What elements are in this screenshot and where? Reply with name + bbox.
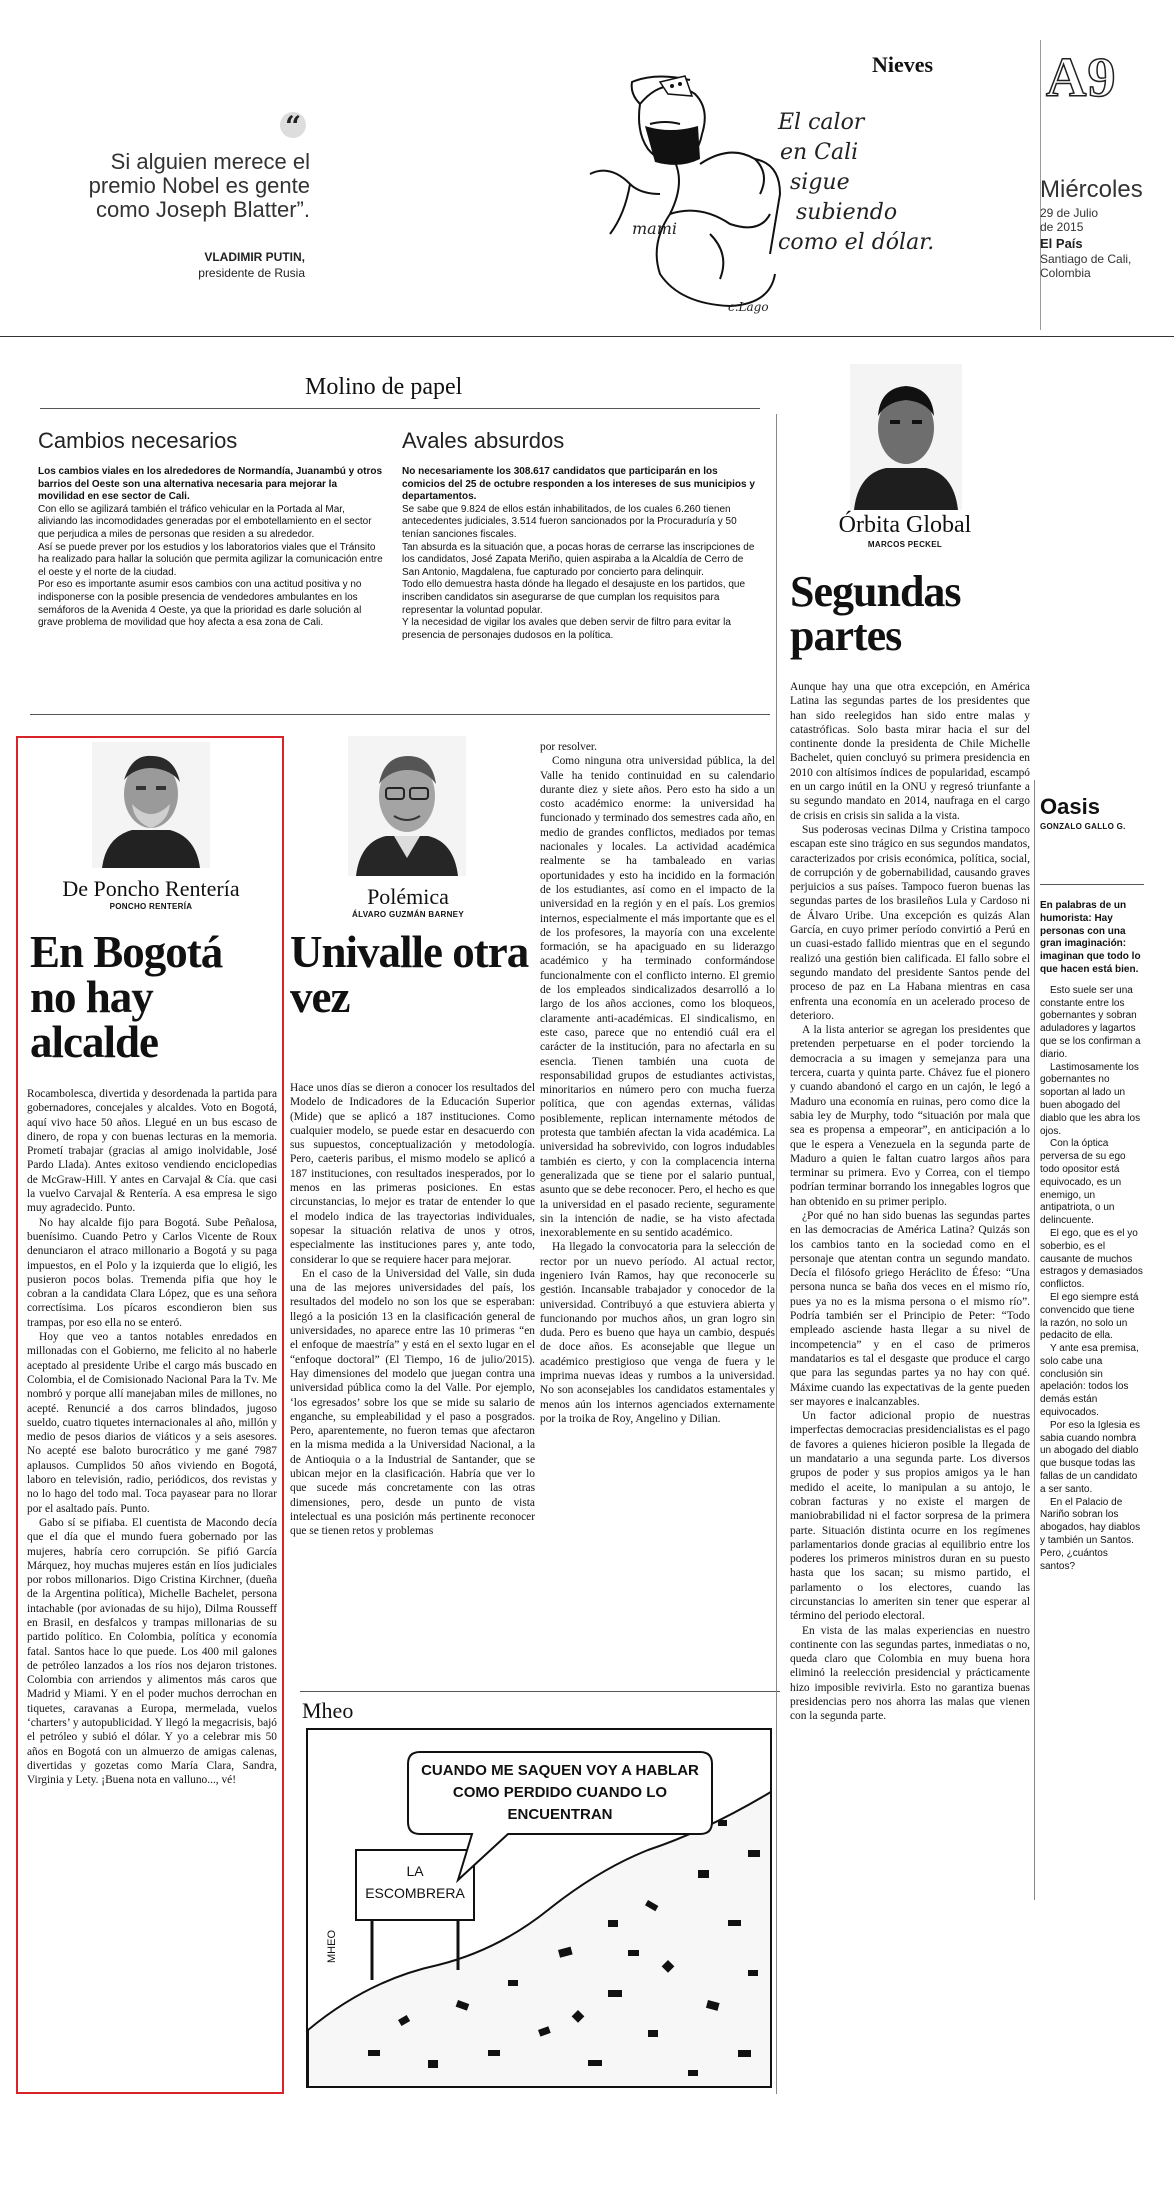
cartoon-title: Mheo: [302, 1698, 354, 1723]
page-number: A9: [1046, 47, 1117, 109]
oasis-lead: En palabras de un humorista: Hay personas con una gran imaginación: imaginan que todo lo que hacen está bien.: [1040, 900, 1141, 975]
article-body-polemica-cont: [540, 740, 775, 1426]
paragraph: ¿Por qué no han sido buenas las segundas partes en las democracias de América Latina? Quizás son los cambios tanto en la sociedad como en el personaje que atentan contra un segundo mandato. Decía el filósofo griego Heráclito de Éfeso: “Una persona nunca se baña dos veces en el mismo río, pues ya no es la misma persona o el mismo río”. Podría también ser el Principio de Peter: “Todo empleado asciende hasta llegar a su nivel de incompetencia” y en el caso de primeros mandatarios es tal el desgaste que produce el cargo que para las segundas partes ya no hay con qué. Máxime cuando las expectativas de la gente pueden ser mayores e inalcanzables.: [790, 1209, 1030, 1408]
paper-name: El País: [1040, 236, 1083, 251]
column-name-poncho: De Poncho Rentería: [62, 876, 240, 901]
headline-orbita: Segundas partes: [790, 567, 961, 660]
place-line: Santiago de Cali, Colombia: [1040, 252, 1132, 280]
column-author-oasis: GONZALO GALLO G.: [1040, 822, 1126, 831]
editorial-right-p: Se sabe que 9.824 de ellos están inhabilitados, de los cuales 6.260 tienen antecedentes judiciales, 3.514 fueron sancionados por la Procuraduría y 50 tenían sanciones fiscales.: [402, 503, 737, 540]
quote-text: Si alguien merece el premio Nobel es gente como Joseph Blatter”.: [88, 149, 310, 222]
caption-line: El calor: [778, 110, 865, 135]
editorial-right-lead: No necesariamente los 308.617 candidatos que participarán en los comicios del 25 de octubre responden a los intereses de sus municipios y departamentos.: [402, 466, 755, 503]
paragraph: Hace unos días se dieron a conocer los resultados del Modelo de Indicadores de la Educación Superior (Mide) que se aplicó a 187 instituciones. Como cualquier modelo, se puede estar en desacuerdo con sus supuestos, conceptualización y metodología. Pero, caeteris paribus, el mismo modelo se aplicó a 187 instituciones, con resultados inesperados, por lo menos en las primeras posiciones. En estas circunstancias, lo mejor es tratar de entender lo que el modelo indica de las trayectorias individuales, sopesar la situación relativa de unos y otros, especialmente las instituciones pares y, ante todo, considerar lo que se requiere hacer para mejorar.: [290, 1082, 535, 1266]
paragraph: Por eso la Iglesia es sabia cuando nombra un abogado del diablo que busque todas las fallas de un candidato a ser santo.: [1040, 1419, 1141, 1495]
article-body-oasis: [1040, 900, 1144, 1573]
cartoon-mheo: [306, 1728, 772, 2088]
day-name: Miércoles: [1040, 176, 1143, 203]
column-author-poncho: PONCHO RENTERÍA: [109, 902, 193, 911]
column-divider: [1034, 780, 1035, 1900]
section-name: Nieves: [872, 52, 934, 77]
paragraph: Rocambolesca, divertida y desordenada la partida para gobernadores, concejales y alcaldes. Voto en Bogotá, aquí vivo hace 50 años. Llegué en un bus escaso de dinero, de ropa y con buenas lecturas en la memoria. Prometí trabajar (gracias al amigo inolvidable, José Pardo Llada). Antes exitoso vendiendo enciclopedias de McGraw-Hill. Y antes en Carvajal & Cía. que casi la vuelvo Carvajal & Rentería. A esa empresa le sigo muy agradecido. Punto.: [27, 1088, 277, 1215]
editorial-left: [38, 428, 383, 630]
editorial-left-p: Con ello se agilizará también el tráfico vehicular en la Portada al Mar, aliviando las incomodidades generadas por el embotellamiento en el sector que perjudica a miles de personas que residen a su alrededor.: [38, 503, 372, 540]
editorial-bottom-rule: [30, 714, 770, 715]
quote-role: presidente de Rusia: [198, 266, 305, 280]
article-body-orbita: [790, 680, 1030, 1724]
paragraph: Ha llegado la convocatoria para la selección de rector por un nuevo período. Al actual rector, ingeniero Iván Ramos, hay que reconocerle su gestión. Incansable trabajador y conocedor de la universidad. Contribuyó a que estuviera abierta y funcionando por muchos años, un gran logro sin duda. Pero es bueno que haya un cambio, después de doce años. Es aconsejable que llegue un académico prestigioso que venga de fuera y le imprima nuevas ideas y rumbos a la universidad. No son aconsejables los candidatos estamentales y menos aún los internos agenciados externamente por la troika de Roy, Angelino y Dilian.: [540, 1241, 775, 1425]
cartoon-mheo-signature: MHEO: [326, 1930, 338, 1963]
article-body-polemica: [290, 1081, 535, 1539]
paragraph: Hoy que veo a tantos notables enredados en millonadas con el Gobierno, me felicito al no haberle aceptado al presidente Uribe el cargo más buscado en Colombia, el de Comisionado Nacional Para la Tv. Me nombró y porque allí manejaban miles de millones, no acepté. Renuncié a dos carros blindados, jugoso sueldo, cuatro tiquetes internacionales al año, millón y medio de pesos diarios de viáticos y a seis asesores. No acepté ese baloto burocrático y me gané 7987 aplausos. Cumplidos 50 años viviendo en Bogotá, laboro en televisión, radio, periódicos, dos revistas y no lo hago del todo mal. Toca payasear para no llorar por el asaltado país. Punto.: [27, 1331, 277, 1515]
paragraph: Gabo sí se pifiaba. El cuentista de Macondo decía que el día que el mundo fuera gobernado por las mujeres, habría cero corrupción. Se pifió García Márquez, hoy muchas mujeres están en líos judiciales por robos millonarios. Digo Cristina Kirchner, (dueña de la Argentina política), Michelle Bachelet, persona intachable (por avionadas de su hijo), Dilma Rousseff en Brasil, en desfalcos y trampas millonarias de su partido político. En Colombia, política y economía fatal. Santos hace lo que puede. Los 400 mil galones de petróleo lanzados a los ríos nos dejaron tristones. Colombia con arriendos y alimentos más caros que Madrid y Miami. Y en el poder muchos derrochan en tiquetes, caravanas a Europa, mermelada, vuelos ‘charters’ y autopublicidad. Y llegó la megacrisis, bajó el petróleo y subió el dólar. Y yo a celebrar mis 50 años en Bogotá con un almuerzo de amigas calenas, divertidas y gozetas como María Clara, Sandra, Virginia y Lety. ¡Buena nota en valluno..., vé!: [27, 1516, 277, 1787]
editorial-right-title: Avales absurdos: [402, 428, 565, 453]
headline-polemica: Univalle otra vez: [290, 927, 529, 1022]
paragraph: A la lista anterior se agregan los presidentes que pretenden perpetuarse en el poder torciendo la democracia a su imagen y semejanza para una tercera, cuarta y quinta parte. Chávez fue el pionero y cuando abandonó el cargo en un cajón, le legó a Maduro una economía en ruinas, pero como dice la sabia ley de Murphy, todo “situación por mala que sea es propensa a empeorar”, en anticipación a lo que le espera a Venezuela en la segunda parte de Maduro a quien le faltan cuatro largos años para terminar su primera. Evo y Correa, con el tiempo podrían terminar borrando los innegables logros que han obtenido en su primer periplo.: [790, 1024, 1030, 1208]
column-author-orbita: MARCOS PECKEL: [867, 540, 943, 549]
cartoon-speech-bubble: CUANDO ME SAQUEN VOY A HABLAR COMO PERDIDO CUANDO LO ENCUENTRAN: [421, 1762, 699, 1823]
editorial-section-title: Molino de papel: [305, 374, 463, 400]
caption-line: en Cali: [780, 140, 859, 165]
date-line: 29 de Julio de 2015: [1040, 206, 1099, 234]
paragraph: Lastimosamente los gobernantes no soportan al lado un buen abogado del diablo que les abra los ojos.: [1040, 1061, 1141, 1137]
column-author-polemica: ÁLVARO GUZMÁN BARNEY: [352, 910, 464, 919]
cartoon-divider: [300, 1691, 780, 1692]
paragraph: En el caso de la Universidad del Valle, sin duda una de las mejores universidades del país, los resultados del modelo no son los que se esperaban: llegó a la posición 13 en la clasificación general de universidades, no aparece entre las 10 primeras “en el enfoque de maestría” y está en el sexto lugar en el “enfoque doctoral” (El Tiempo, 16 de julio/2015). Hay dimensiones del modelo que juegan contra una universidad pública como la del Valle. Por ejemplo, ‘los egresados’ sobre los que se mide su salario de enganche, su empleabilidad y el paso a posgrados. Pero, aparentemente, no fueron temas que afectaron en la misma medida a la Universidad Nacional, a la de Antioquia o a la Industrial de Santander, que se ubican mejor en la clasificación. Habría que ver lo que sucede más concretamente con las otras dimensiones, pero, desde un punto de vista intelectual es una posición más pertinente reconocer que se tienen retos y problemas: [290, 1267, 535, 1538]
editorial-left-lead: Los cambios viales en los alrededores de Normandía, Juanambú y otros barrios del Oeste son una alternativa necesaria para mejorar la movilidad en ese sector de Cali.: [38, 466, 382, 503]
paragraph: El ego siempre está convencido que tiene la razón, no solo un pedacito de ella.: [1040, 1291, 1139, 1342]
paragraph: Sus poderosas vecinas Dilma y Cristina tampoco escapan este sino trágico en sus segundos mandatos, caracterizados por crisis económica, política, social, de corrupción y de gobernabilidad, causando graves perjuicios a sus países. Tampoco fueron buenas las segundas partes de los brasileños Lula y Cardoso ni de Álvaro Uribe. Una excepción es quizás Alan García, en cuyo primer período convirtió a Perú en un cuasi-estado fallido mientras que en el segundo realizó una gestión bien calificada. El fallo sobre el segundo mandato del presidente Santos pende del proceso de paz en La Habana mientras en casa enfrenta una economía en un acelerado proceso de deterioro.: [790, 823, 1030, 1022]
quote-author: VLADIMIR PUTIN,: [204, 250, 305, 264]
paragraph: Y ante esa premisa, solo cabe una conclusión sin apelación: todos los demás están equivocados.: [1040, 1343, 1139, 1419]
cartoon-top-caption: [778, 108, 948, 258]
paragraph: No hay alcalde fijo para Bogotá. Sube Peñalosa, buenísimo. Cuando Petro y Carlos Vicente de Roux denunciaron el atraco millonario a Bogotá y su paga impuestos, en el Polo y la izquierda que lo eligió, les pusieron pocos bolas. Tremenda pifia que hoy le cobran a la candidata Clara López, que es una señora correctísima. Los pícaros escondieron bien sus trampas, por eso ella no se enteró.: [27, 1216, 277, 1329]
editorial-right-p: Tan absurda es la situación que, a pocas horas de cerrarse las inscripciones de los candidatos, José Zapata Meriño, quien aspiraba a la Alcaldía de Cerro de San Antonio, Magdalena, fue capturado por concierto para delinquir.: [402, 541, 755, 578]
cartoon-sign: LA ESCOMBRERA: [365, 1863, 465, 1901]
caption-line: sigue: [790, 170, 850, 195]
editorial-top-rule: [40, 408, 760, 409]
column-name-oasis: Oasis: [1040, 794, 1100, 819]
paragraph: por resolver.: [540, 741, 597, 753]
editorial-right-p: Y la necesidad de vigilar los avales que deben servir de filtro para evitar la presencia de personajes dudosos en la política.: [402, 617, 731, 641]
paragraph: Esto suele ser una constante entre los gobernantes y sobran aduladores y lagartos que se los confirman a diario.: [1040, 984, 1141, 1060]
paragraph: En el Palacio de Nariño sobran los abogados, hay diablos y también un Santos. Pero, ¿cuántos santos?: [1040, 1496, 1141, 1572]
author-photo-guzman: [348, 736, 466, 876]
editorial-left-p: Por eso es importante asumir esos cambios con una actitud positiva y no indisponerse con la posible presencia de vendedores ambulantes en los semáforos de la Avenida 4 Oeste, ya que la prioridad es darle solución al grave problema de movilidad que hoy afecta a esa zona de Cali.: [38, 579, 362, 629]
paragraph: Aunque hay una que otra excepción, en América Latina las segundas partes de los presidentes que han sido reelegidos han sido entre malas y catastróficas. Solo basta mirar hacia el sur del continente donde la presidenta de Chile Michelle Bachelet, quien concluyó su primera presidencia en 2010 con altísimos índices de popularidad, escampó en un cargo inútil en la ONU y regresó triunfante a su segundo mandato en 2014, naufraga en el cargo de crisis en crisis sin salida a la vista.: [790, 681, 1030, 822]
header-divider: [0, 336, 1174, 337]
cartoon-top-label: mami: [632, 219, 677, 238]
quote-mark-icon: “: [280, 112, 306, 138]
oasis-rule: [1040, 884, 1144, 885]
editorial-left-title: Cambios necesarios: [38, 428, 238, 453]
editorial-right: [402, 428, 762, 642]
headline-poncho: En Bogotá no hay alcalde: [30, 927, 223, 1067]
paragraph: Como ninguna otra universidad pública, la del Valle ha tenido continuidad en su calendario durante diez y siete años. Pero esto ha sido a un costo académico enorme: la universidad ha funcionado y terminado dos semestres cada año, en medio de grandes conflictos, mediados por temas nacionales y locales. La actividad académica realmente se ha tambaleado en varias oportunidades y esto ha incidido en la formación de los estudiantes, así como en el impacto de la universidad en la región y en el país. Los gremios internos, especialmente el más importante que es el de los profesores, la mayoría con una excelente formación, se ha apaciguado en su liderazgo académico y ha terminado conformándose funcionalmente con el conflicto interno. El gremio de los empleados sindicalizados desarrolló a lo largo de los años acciones, como los bloqueos, claramente anti-académicas. El sindicalismo, en este caso, parece que no entendió cuál era el carácter de la institución, para no afectarla en su esencia. Tienen también una cuota de responsabilidad grupos de estudiantes activistas, minoritarios en número pero con mucha fuerza política, que con agendas externas, válidas posiblemente, replican internamente métodos de protesta que también afectan la vida académica. La universidad ha sobrevivido, con logros indudables también es cierto, y con la complacencia interna generalizada que se tiene por el salario puntual, asunto que se debe reconocer. Pero, el hecho es que la universidad en el pasado reciente, seguramente sin la intención de nadie, se ha visto afectada inexorablemente en su sentido académico.: [540, 755, 775, 1240]
author-photo-peckel: [850, 364, 962, 510]
cartoon-top-signature: c.Lago: [728, 300, 769, 314]
paragraph: El ego, que es el yo soberbio, es el causante de muchos estragos y demasiados conflictos.: [1040, 1227, 1143, 1291]
column-name-polemica: Polémica: [367, 884, 449, 909]
editorial-right-p: Todo ello demuestra hasta dónde ha llegado el desajuste en los partidos, que inscriben candidatos sin asegurarse de que cumplan los requisitos para representar la voluntad popular.: [402, 579, 746, 616]
column-divider: [776, 414, 777, 2094]
paragraph: Un factor adicional propio de nuestras imperfectas democracias presidencialistas es el pago de favores a quienes hicieron posible la llegada de un mandatario a una segunda parte. Los diversos grupos de poder y sus propios amigos ya le han medido el aceite, lo manipulan a su antojo, le cobran facturas y no existe el margen de maniobrabilidad ni el factor sorpresa de la primera parte. Situación distinta ocurre en los regímenes parlamentarios donde gracias al equilibrio entre los poderes los primeros ministros duran en su puesto hasta que los sacan; su mismo partido, el parlamento o los electores, cuando las circunstancias lo ameriten sin tener que esperar al término del periodo electoral.: [790, 1410, 1030, 1623]
caption-line: como el dólar.: [778, 230, 935, 255]
editorial-left-p: Así se puede prever por los estudios y los laboratorios viales que el Tránsito ha realizado para hallar la solución que permita agilizar la comunicación entre el oeste y el norte de la ciudad.: [38, 541, 383, 578]
paragraph: En vista de las malas experiencias en nuestro continente con las segundas partes, inmediatas o no, queda claro que Colombia en muy buena hora eliminó la reelección presidencial y prácticamente hizo imposible revivirla. Esto no garantiza buenas presidencias pero nos ahorra las malas que vienen con la segunda parte.: [790, 1624, 1030, 1723]
paragraph: Con la óptica perversa de su ego todo opositor está equivocado, es un enemigo, un antipatriota, o un delincuente.: [1040, 1138, 1126, 1227]
caption-line: subiendo: [796, 200, 898, 225]
article-body-poncho: [27, 1087, 277, 1788]
column-name-orbita: Órbita Global: [838, 512, 972, 538]
author-photo-poncho: [92, 742, 210, 868]
